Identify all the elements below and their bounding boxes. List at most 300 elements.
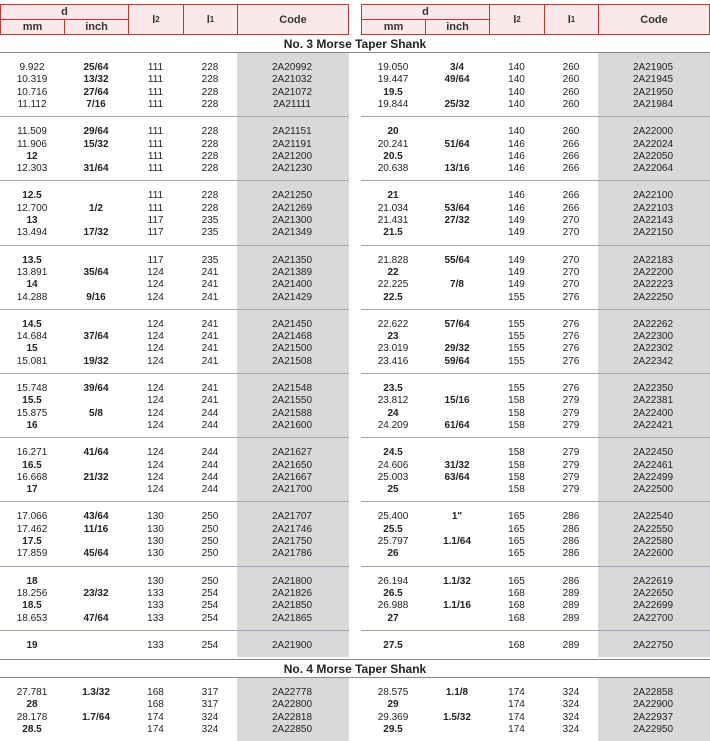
table-row [361,548,710,560]
cell-l1: 228 [201,98,219,110]
cell-mm: 25 [387,484,399,496]
cell-code: 2A21865 [271,612,313,624]
table-row [0,395,349,407]
cell-mm: 13.5 [22,254,42,266]
cell-l2: 146 [508,190,525,202]
cell-l1: 279 [562,407,580,419]
cell-mm: 18.5 [22,600,42,612]
cell-inch: 1.1/16 [443,600,471,612]
cell-code: 2A22699 [632,600,674,612]
cell-l2: 133 [147,639,164,651]
cell-mm: 17 [26,484,38,496]
cell-l1: 324 [562,724,580,735]
table-row [361,420,710,432]
cell-inch: 57/64 [444,318,470,330]
table-row [0,472,349,484]
cell-l2: 124 [147,291,164,303]
section-title: No. 4 Morse Taper Shank [283,662,427,677]
cell-l2: 168 [147,687,164,699]
table-row [361,163,710,175]
cell-l1: 266 [562,138,580,150]
cell-l1: 276 [562,355,580,367]
cell-inch: 15/32 [83,138,109,150]
cell-code: 2A22342 [632,355,674,367]
cell-code: 2A22550 [632,523,674,535]
cell-code: 2A22000 [632,126,674,138]
cell-l1: 270 [562,215,580,226]
cell-inch: 7/16 [86,98,106,110]
cell-code: 2A22600 [632,548,674,560]
cell-l1: 250 [201,575,219,587]
cell-inch: 25/64 [83,62,109,73]
cell-mm: 26 [387,548,399,560]
table-row [0,524,349,536]
cell-l1: 276 [562,383,580,394]
cell-mm: 21.5 [383,227,403,239]
table-row [0,576,349,588]
table-row [361,255,710,267]
cell-l1: 286 [562,511,580,523]
cell-mm: 29.369 [377,711,409,723]
cell-l1: 289 [562,639,580,651]
table-row [0,447,349,459]
cell-l1: 260 [562,86,580,98]
group-separator [361,116,710,117]
cell-mm: 12.700 [16,202,48,214]
cell-l2: 140 [508,98,525,110]
cell-mm: 23 [387,331,399,343]
cell-inch: 1.5/32 [443,711,471,723]
cell-code: 2A22024 [632,138,674,150]
cell-l2: 130 [147,523,164,535]
cell-l2: 124 [147,419,164,431]
cell-l1: 279 [562,471,580,483]
cell-inch: 49/64 [444,74,470,86]
cell-mm: 20 [387,126,399,138]
cell-code: 2A22223 [632,279,674,291]
cell-mm: 19.447 [377,74,409,86]
cell-l1: 228 [201,190,219,202]
table-row [0,484,349,496]
cell-l2: 155 [508,331,525,343]
header-code: Code [279,13,307,26]
cell-l2: 168 [508,612,525,624]
cell-code: 2A21468 [271,331,313,343]
group-separator [0,501,349,502]
cell-inch: 1.3/32 [82,687,110,699]
table-row [361,99,710,111]
cell-l1: 244 [201,471,219,483]
section-title: No. 3 Morse Taper Shank [283,37,427,51]
cell-l1: 266 [562,202,580,214]
cell-mm: 26.194 [377,575,409,587]
cell-l1: 241 [201,383,219,394]
table-row [0,600,349,612]
group-separator [0,437,349,438]
cell-mm: 20.241 [377,138,409,150]
cell-code: 2A22421 [632,419,674,431]
cell-l1: 241 [201,291,219,303]
cell-inch: 47/64 [83,612,109,624]
cell-code: 2A21746 [271,523,313,535]
cell-mm: 28.5 [22,724,42,735]
cell-l1: 260 [562,98,580,110]
cell-mm: 15.081 [16,355,48,367]
cell-mm: 17.859 [16,548,48,560]
cell-code: 2A21950 [632,86,674,98]
cell-l2: 168 [508,639,525,651]
cell-code: 2A21429 [271,291,313,303]
cell-code: 2A22500 [632,484,674,496]
cell-mm: 20.638 [377,163,409,175]
cell-code: 2A21269 [271,202,313,214]
group-separator [361,180,710,181]
cell-l1: 286 [562,575,580,587]
table-row [361,267,710,279]
table-row [0,139,349,151]
table-row [0,267,349,279]
cell-mm: 17.066 [16,511,48,523]
table-row [0,511,349,523]
table-row [0,699,349,711]
cell-mm: 16.668 [16,471,48,483]
cell-mm: 19 [26,639,38,651]
cell-inch: 7/8 [450,279,464,291]
cell-l1: 324 [562,687,580,699]
cell-mm: 27.781 [16,687,48,699]
table-row [0,613,349,625]
table-row [0,74,349,86]
table-row [0,255,349,267]
cell-code: 2A22381 [632,395,674,407]
cell-code: 2A21945 [632,74,674,86]
cell-code: 2A22461 [632,459,674,471]
cell-l1: 266 [562,163,580,175]
header-l2 [490,5,545,34]
cell-inch: 19/32 [83,355,109,367]
header-l1-letter: l [206,13,210,26]
cell-mm: 28.575 [377,687,409,699]
cell-l1: 235 [201,215,219,226]
header-mm: mm [1,20,65,34]
cell-inch: 35/64 [83,266,109,278]
cell-mm: 9.922 [19,62,45,73]
cell-code: 2A21750 [271,536,313,547]
table-row [361,588,710,600]
cell-l2: 168 [508,587,525,599]
cell-l2: 124 [147,484,164,496]
cell-l1: 276 [562,318,580,330]
cell-l1: 324 [201,711,219,723]
cell-mm: 13 [26,215,38,226]
cell-code: 2A20992 [271,62,313,73]
table-row [0,420,349,432]
cell-l1: 244 [201,419,219,431]
cell-l2: 133 [147,600,164,612]
cell-inch: 1.7/64 [82,711,110,723]
cell-code: 2A21786 [271,548,313,560]
cell-l2: 111 [147,74,164,86]
cell-l2: 111 [147,150,164,162]
cell-l1: 228 [201,202,219,214]
cell-code: 2A22262 [632,318,674,330]
cell-l2: 133 [147,587,164,599]
table-row [361,74,710,86]
cell-l1: 228 [201,150,219,162]
cell-l1: 228 [201,126,219,138]
cell-code: 2A21349 [271,227,313,239]
cell-inch: 15/16 [444,395,470,407]
cell-code: 2A21667 [271,471,313,483]
cell-l2: 111 [147,62,164,73]
cell-l1: 244 [201,484,219,496]
cell-inch: 31/64 [83,163,109,175]
cell-l2: 124 [147,459,164,471]
table-row [361,395,710,407]
cell-l1: 276 [562,291,580,303]
cell-mm: 26.5 [383,587,403,599]
cell-l2: 155 [508,291,525,303]
cell-inch: 9/16 [86,291,106,303]
header-mm: mm [362,20,426,34]
group-separator [0,373,349,374]
cell-inch: 41/64 [83,447,109,459]
cell-mm: 24.606 [377,459,409,471]
cell-code: 2A22800 [271,699,313,711]
table-row [361,472,710,484]
cell-inch: 55/64 [444,254,470,266]
group-separator [361,373,710,374]
cell-mm: 11.906 [17,138,47,150]
cell-code: 2A22850 [271,724,313,735]
group-separator [0,630,349,631]
cell-mm: 24 [387,407,399,419]
cell-inch: 25/32 [444,98,470,110]
cell-mm: 21.034 [377,202,409,214]
table-row [361,151,710,163]
section-title-underline [0,677,710,678]
cell-l1: 235 [201,254,219,266]
cell-inch: 13/32 [83,74,109,86]
cell-l2: 146 [508,150,525,162]
cell-mm: 12.303 [16,163,48,175]
cell-l2: 133 [147,612,164,624]
cell-l2: 111 [147,163,164,175]
cell-mm: 16.271 [16,447,48,459]
cell-l2: 124 [147,318,164,330]
cell-l2: 165 [508,523,525,535]
table-row [0,343,349,355]
cell-l2: 158 [508,419,525,431]
cell-mm: 23.416 [377,355,409,367]
table-row [0,536,349,548]
cell-code: 2A22250 [632,291,674,303]
group-separator [361,309,710,310]
group-separator [361,437,710,438]
cell-l2: 111 [147,190,164,202]
cell-mm: 15.5 [22,395,42,407]
table-row [361,600,710,612]
cell-l1: 254 [201,587,219,599]
cell-l1: 241 [201,318,219,330]
header-d: d [362,5,490,20]
cell-l1: 254 [201,639,219,651]
table-row [0,383,349,395]
cell-inch: 1" [451,511,463,523]
cell-code: 2A22499 [632,471,674,483]
cell-mm: 24.209 [377,419,409,431]
cell-code: 2A22619 [632,575,674,587]
cell-l1: 241 [201,395,219,407]
cell-code: 2A22150 [632,227,674,239]
cell-l1: 241 [201,279,219,291]
cell-inch: 43/64 [83,511,109,523]
cell-l1: 270 [562,254,580,266]
cell-code: 2A21389 [271,266,313,278]
table-row [361,484,710,496]
cell-code: 2A21627 [271,447,313,459]
cell-mm: 29 [387,699,399,711]
cell-l2: 117 [147,254,164,266]
cell-mm: 25.003 [377,471,409,483]
cell-l2: 149 [508,266,525,278]
cell-mm: 15.875 [16,407,48,419]
cell-l2: 146 [508,163,525,175]
cell-mm: 17.462 [16,523,48,535]
header-inch: inch [426,20,490,34]
cell-code: 2A22143 [632,215,674,226]
table-row [361,640,710,652]
cell-inch: 1/2 [89,202,103,214]
cell-l1: 235 [201,227,219,239]
table-row [361,126,710,138]
cell-l1: 250 [201,536,219,547]
group-separator [0,566,349,567]
header-l2-letter: l [513,13,517,26]
cell-l2: 155 [508,318,525,330]
cell-l1: 228 [201,74,219,86]
cell-l2: 158 [508,447,525,459]
cell-inch: 29/64 [83,126,109,138]
cell-mm: 25.797 [377,536,409,547]
cell-l2: 124 [147,355,164,367]
cell-mm: 11.509 [17,126,47,138]
cell-l1: 266 [562,150,580,162]
cell-code: 2A21450 [271,318,313,330]
cell-mm: 15 [26,343,38,355]
cell-l2: 124 [147,279,164,291]
table-row [0,203,349,215]
table-row [0,87,349,99]
table-row [361,190,710,202]
table-row [361,279,710,291]
header-l2-subscript: 2 [516,15,521,24]
table-row [0,163,349,175]
table-row [361,511,710,523]
table-row [0,126,349,138]
cell-l1: 276 [562,343,580,355]
cell-code: 2A22937 [632,711,674,723]
cell-mm: 10.319 [16,74,48,86]
table-row [0,687,349,699]
cell-code: 2A21700 [271,484,313,496]
table-row [0,548,349,560]
cell-l2: 124 [147,383,164,394]
cell-l2: 155 [508,343,525,355]
cell-l1: 228 [201,138,219,150]
cell-mm: 18 [26,575,38,587]
cell-l2: 165 [508,511,525,523]
cell-l1: 289 [562,587,580,599]
table-row [361,203,710,215]
cell-l2: 117 [147,215,164,226]
cell-code: 2A21548 [271,383,313,394]
cell-l2: 124 [147,331,164,343]
cell-code: 2A21905 [632,62,674,73]
cell-code: 2A22100 [632,190,674,202]
cell-l2: 158 [508,407,525,419]
header-l2 [129,5,184,34]
section-title-underline [0,52,710,53]
cell-inch: 61/64 [444,419,470,431]
header-l2-letter: l [152,13,156,26]
cell-code: 2A21151 [272,126,312,138]
cell-code: 2A22950 [632,724,674,735]
cell-inch: 31/32 [444,459,470,471]
cell-inch: 39/64 [83,383,109,394]
cell-l1: 244 [201,459,219,471]
table-row [0,331,349,343]
table-row [361,613,710,625]
cell-l1: 254 [201,600,219,612]
cell-mm: 26.988 [377,600,409,612]
group-separator [0,245,349,246]
cell-code: 2A22700 [632,612,674,624]
header-l2-subscript: 2 [155,15,160,24]
cell-mm: 19.5 [383,86,403,98]
cell-l2: 111 [147,202,164,214]
cell-code: 2A21350 [271,254,313,266]
cell-l1: 286 [562,536,580,547]
table-row [361,576,710,588]
cell-l2: 174 [147,711,164,723]
cell-l2: 168 [508,600,525,612]
cell-l2: 149 [508,227,525,239]
cell-mm: 16 [26,419,38,431]
cell-mm: 13.891 [16,266,48,278]
cell-l1: 279 [562,447,580,459]
table-row [0,227,349,239]
table-row [0,640,349,652]
cell-inch: 45/64 [83,548,109,560]
cell-mm: 23.5 [383,383,403,394]
cell-inch: 63/64 [444,471,470,483]
section-divider [0,659,710,660]
cell-mm: 19.844 [377,98,409,110]
cell-l1: 250 [201,523,219,535]
cell-code: 2A21984 [632,98,674,110]
cell-mm: 23.812 [377,395,409,407]
cell-inch: 53/64 [444,202,470,214]
cell-mm: 22.5 [383,291,403,303]
cell-mm: 13.494 [16,227,48,239]
table-row [361,447,710,459]
cell-mm: 24.5 [383,447,403,459]
cell-inch: 5/8 [89,407,103,419]
group-separator [0,309,349,310]
cell-code: 2A22300 [632,331,674,343]
cell-code: 2A22183 [632,254,674,266]
